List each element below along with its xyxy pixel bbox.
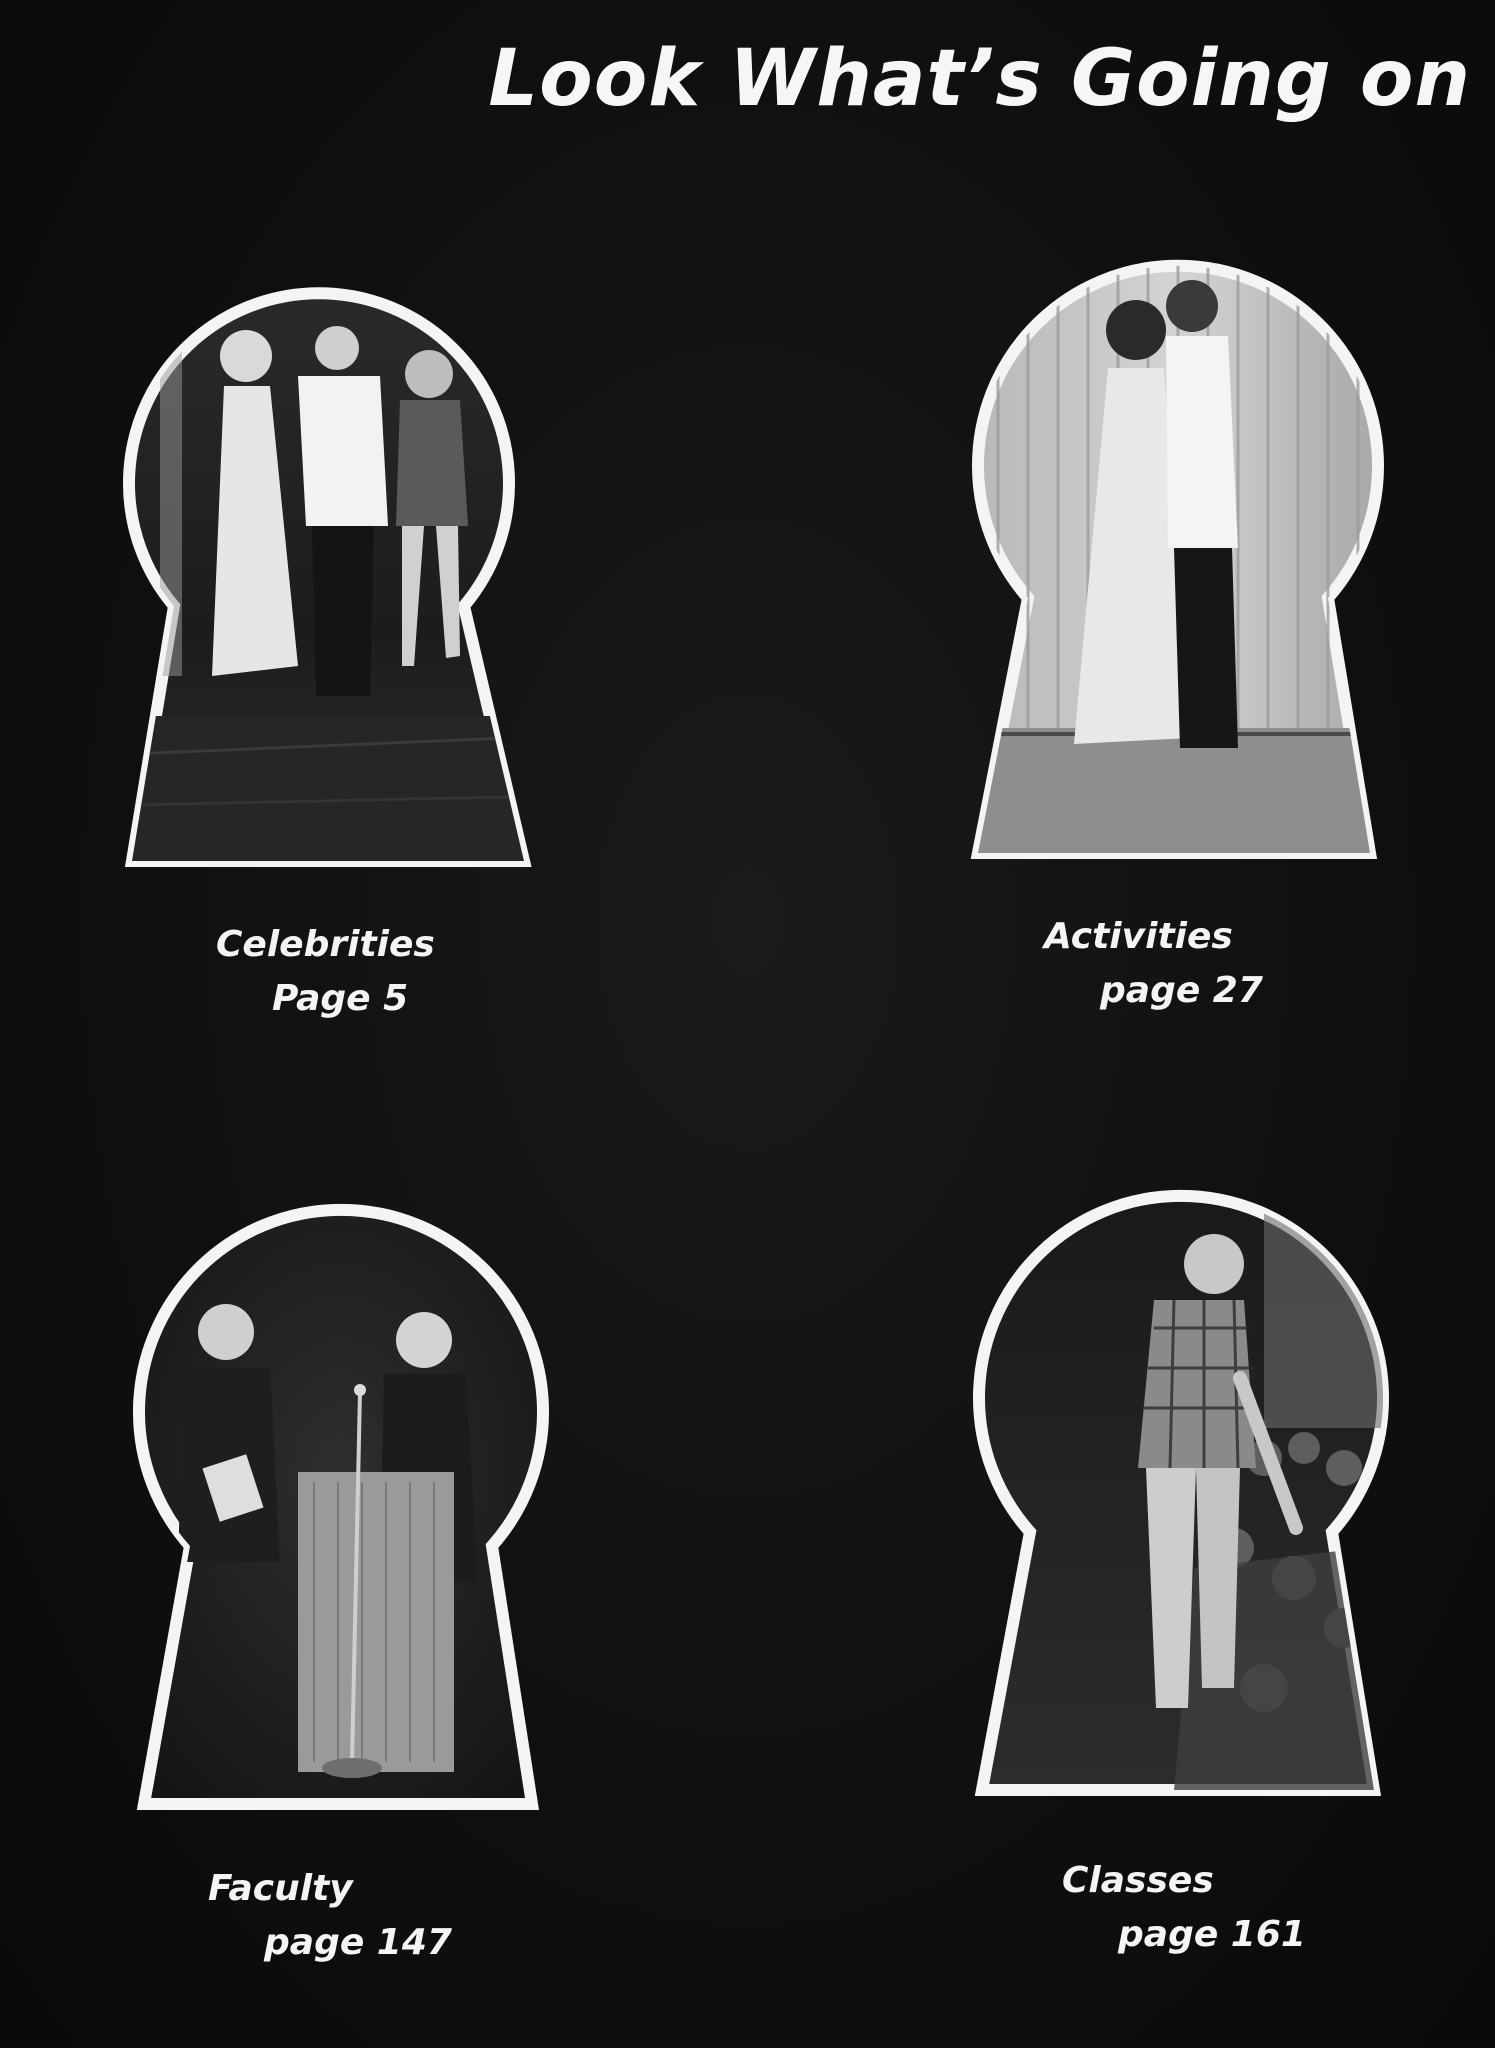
- page-headline: Look What’s Going on: [488, 34, 1471, 124]
- keyhole-photo-faculty: [94, 1142, 574, 1822]
- section-title: Celebrities: [216, 924, 435, 965]
- section-caption-celebrities: [216, 918, 435, 1026]
- section-title: Faculty: [208, 1868, 353, 1909]
- section-page: Page 5: [272, 978, 409, 1019]
- section-caption-activities: [1044, 910, 1263, 1018]
- section-page: page 147: [264, 1922, 452, 1963]
- keyhole-photo-classes: [934, 1128, 1414, 1808]
- section-caption-classes: [1062, 1854, 1306, 1962]
- section-title: Activities: [1044, 916, 1233, 957]
- section-page: page 161: [1118, 1914, 1306, 1955]
- section-page: page 27: [1100, 970, 1263, 1011]
- section-title: Classes: [1062, 1860, 1214, 1901]
- keyhole-photo-celebrities: [84, 196, 554, 876]
- section-caption-faculty: [208, 1862, 452, 1970]
- keyhole-photo-activities: [928, 188, 1408, 868]
